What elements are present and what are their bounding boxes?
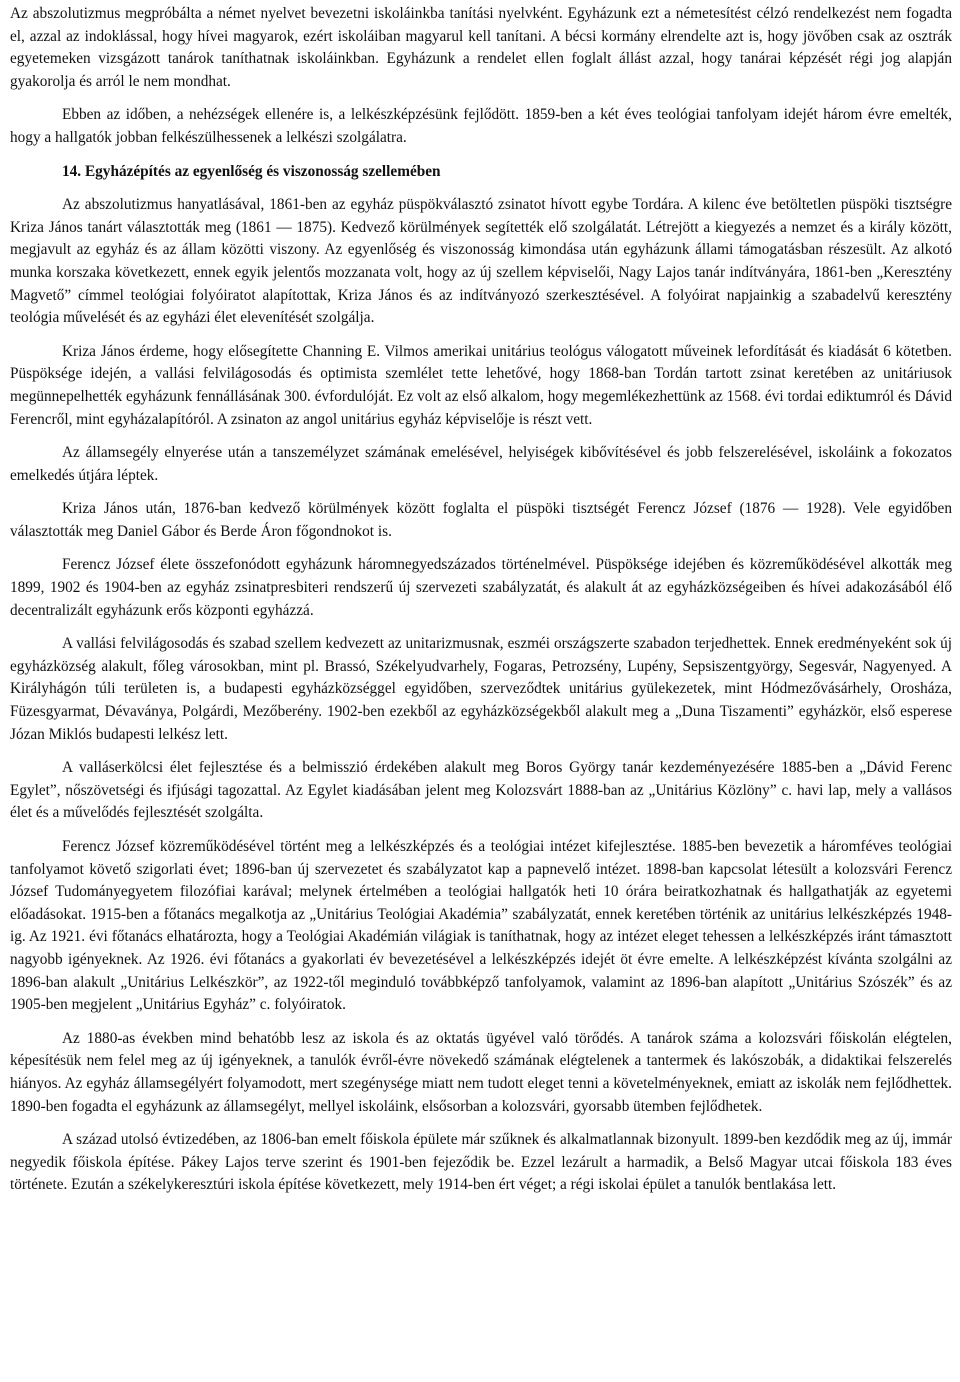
paragraph-david-ferenc-egylet: A valláserkölcsi élet fejlesztése és a belmisszió érdekében alakult meg Boros György tanár kezdeményezésére 1885-ben a „Dávid Ferenc Egylet”, nőszövetségi és ifjúsági tagozattal. Az Egylet kiadásában jelent meg Kolozsvárt 1888-ban az „Unitárius Közlöny” c. havi lap, mely a vallásos élet és a művelődés fejlesztését szolgálta. [10, 759, 952, 822]
paragraph-kriza-janos-puspok: Az abszolutizmus hanyatlásával, 1861-ben az egyház püspökválasztó zsinatot hívott egybe Tordára. A kilenc éve betöltetlen püspöki tisztségre Kriza János tanárt választották meg (1861 — 1875). Kedvező körülmények segítették elő szolgálatát. Létrejött a kiegyezés a nemzet és a király között, megjavult az egyház és az állam közötti viszony. Az egyenlőség és viszonosság kimondása után egyházunk állami támogatásban részesült. Az alkotó munka korszaka következett, ennek egyik jelentős mozzanata volt, hogy az új szellem képviselői, Nagy Lajos tanár indítványára, 1861-ben „Keresztény Magvető” címmel teológiai folyóiratot alapítottak, Kriza János és az indítványozó szerkesztésével. A folyóirat napjainkig a szabadelvű keresztény teológia művelését és az egyházi élet elevenítését szolgálja. [10, 196, 952, 327]
paragraph-spacer [10, 487, 952, 498]
paragraph-spacer [10, 825, 952, 836]
paragraph-teologiai-akademia: Ferencz József közreműködésével történt meg a lelkészképzés és a teológiai intézet kifejlesztése. 1885-ben bevezetik a háromféves teológiai tanfolyamot követő szigorlati évet; 1896-ban új szervezetet és szabályzatot kap a papnevelő intézet. 1898-ban kapcsolat létesült a kolozsvári Ferencz József Tudományegyetem filozófiai karával; melynek értelmében a teológiai hallgatók heti 10 órára beiratkozhatnak és hallgathatják az egyetemi előadásokat. 1915-ben a főtanács megalkotja az „Unitárius Teológiai Akadémia” szabályzatát, ennek keretében történik az unitárius lelkészképzés 1948-ig. Az 1921. évi főtanács elhatározta, hogy a Teológiai Akadémián világiak is taníthatnak, hogy az intézet eleget tehessen a lelkészképzés iránt támasztott nagyobb igényeknek. Az 1926. évi főtanács a gyakorlati év bevezetésével a lelkészképzés idejét öt évre emelte. A lelkészképzést kívánta szolgálni az 1896-ban alakult „Unitárius Lelkészkör”, az 1922-től meginduló továbbképző tanfolyamok, valamint az 1896-ban alapított „Unitárius Szószék” és az 1905-ben megjelent „Unitárius Egyház” c. folyóiratok. [10, 838, 952, 1014]
paragraph-iskola-oktatas: Az 1880-as években mind behatóbb lesz az iskola és az oktatás ügyével való törődés. A tanárok száma a kolozsvári főiskolán elégtelen, képesítésük nem felel meg az új igényeknek, a tanulók évről-évre növekedő számának elégtelenek a tantermek és lakószobák, a didaktikai felszerelés hiányos. Az egyház államsegélyért folyamodott, mert szegénysége miatt nem tudott eleget tenni a követelményeknek, emiatt az iskolák nem fejlődhettek. 1890-ben fogadta el egyházunk az államsegélyt, mellyel iskoláink, elsősorban a kolozsvári, gyorsabb ütemben fejlődhetek. [10, 1029, 952, 1115]
paragraph-spacer [10, 543, 952, 554]
paragraph-spacer [10, 330, 952, 341]
paragraph-spacer [10, 1017, 952, 1028]
paragraph-ferencz-jozsef-puspok: Kriza János után, 1876-ban kedvező körülmények között foglalta el püspöki tisztségét Ferencz József (1876 — 1928). Vele egyidőben választották meg Daniel Gábor és Berde Áron főgondnokot is. [10, 500, 952, 540]
paragraph-uj-foiskola-epites: A század utolsó évtizedében, az 1806-ban emelt főiskola épülete már szűknek és alkalmatlannak bizonyult. 1899-ben kezdődik meg az új, immár negyedik főiskola építése. Pákey Lajos terve szerint és 1901-ben fejeződik be. Ezzel lezárult a harmadik, a Belső Magyar utcai főiskola 183 éves története. Ezután a székelykeresztúri iskola építése következett, mely 1914-ben ért véget; a régi iskolai épület a tanulók bentlakása lett. [10, 1131, 952, 1194]
paragraph-spacer [10, 150, 952, 161]
paragraph-allamsegely: Az államsegély elnyerése után a tanszemélyzet számának emelésével, helyiségek kibővítésével és jobb felszerelésével, iskoláink a fokozatos emelkedés útjára léptek. [10, 444, 952, 484]
paragraph-uj-egyhazkozsegek: A vallási felvilágosodás és szabad szellem kedvezett az unitarizmusnak, eszméi országszerte szabadon terjedhettek. Ennek eredményeként sok új egyházközség alakult, főleg városokban, mint pl. Brassó, Székelyudvarhely, Fogaras, Petrozsény, Lupény, Sepsiszentgyörgy, Segesvár, Nagyenyed. A Királyhágón túli területen is, a budapesti egyházközséggel egyidőben, szerveződtek unitárius gyülekezetek, mint Hódmezővásárhely, Orosháza, Füzesgyarmat, Dévaványa, Polgárdi, Mezőberény. 1902-ben ezekből az egyházközségekből alakult meg a „Duna Tiszamenti” egyházkör, első esperese Józan Miklós budapesti lelkész lett. [10, 635, 952, 743]
paragraph-ferencz-jozsef-elete: Ferencz József élete összefonódott egyházunk háromnegyedszázados történelmével. Püspöksége idejében és közreműködésével alkották meg 1899, 1902 és 1904-ben az egyház zsinatpresbiteri rendszerű új szervezeti szabályzatát, és alakult át az egyházközségeiben és hívei adakozásából élő decentralizált egyházunk erős központi egyházzá. [10, 556, 952, 619]
paragraph-spacer [10, 746, 952, 757]
paragraph-channing-forditas: Kriza János érdeme, hogy elősegítette Channing E. Vilmos amerikai unitárius teológus válogatott műveinek lefordítását és kiadását 6 kötetben. Püspöksége idején, a vallási felvilágosodás és optimista szemlélet tette lehetővé, hogy 1868-ban Tordán tartott zsinat keretében az unitáriusok megünnepelhették egyházunk fennállásának 300. évfordulóját. Ez volt az első alkalom, hogy megemlékezhettünk az 1568. évi tordai ediktumról és Dávid Ferencről, mint egyházalapítóról. A zsinaton az angol unitárius egyház képviselője is részt vett. [10, 342, 952, 428]
section-heading: 14. Egyházépítés az egyenlőség és viszonosság szellemében [62, 162, 441, 180]
paragraph-spacer [10, 93, 952, 104]
paragraph-spacer [10, 1118, 952, 1129]
paragraph-spacer [10, 183, 952, 194]
paragraph-spacer [10, 622, 952, 633]
paragraph-spacer [10, 431, 952, 442]
paragraph-abszolutizmus-nemet-nyelv: Az abszolutizmus megpróbálta a német nyelvet bevezetni iskoláinkba tanítási nyelvként. Egyházunk ezt a németesítést célzó rendelkezést nem fogadta el, azzal az indoklással, hogy hívei magyarok, ezért iskoláiban magyarul kell tanítani. A bécsi kormány elrendelte azt is, hogy jövőben csak az osztrák egyetemeken vizsgázott tanárok taníthatnak iskoláinkban. Egyházunk a rendelet ellen foglalt állást azzal, hogy tanárai képzését régi jog alapján gyakorolja és arról le nem mondhat. [10, 5, 952, 90]
paragraph-lelkeszkepzes-fejlodes: Ebben az időben, a nehézségek ellenére is, a lelkészképzésünk fejlődött. 1859-ben a két éves teológiai tanfolyam idejét három évre emelték, hogy a hallgatók jobban felkészülhessenek a lelkészi szolgálatra. [10, 106, 952, 146]
